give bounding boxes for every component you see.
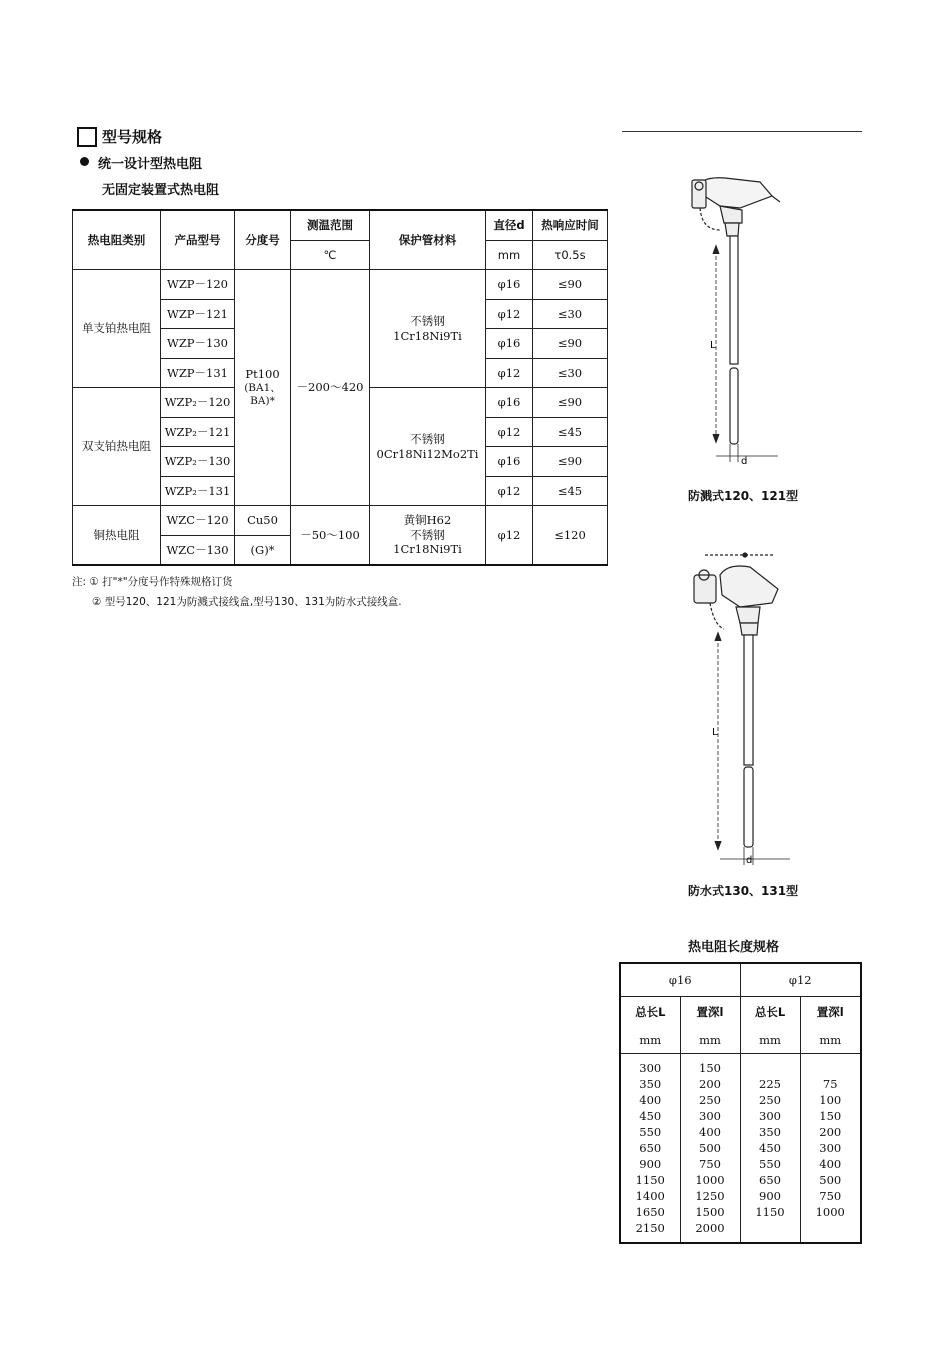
group-phi12: φ12 <box>740 963 861 997</box>
section-subtitle: 统一设计型热电阻 <box>98 157 203 172</box>
pt-graduation-cell <box>235 270 291 506</box>
length-cell: 350 <box>740 1124 800 1140</box>
header-graduation: 分度号 <box>235 210 291 270</box>
length-row <box>620 1108 861 1124</box>
col-depth-16: 置深l <box>680 997 740 1028</box>
length-cell: 1500 <box>680 1204 740 1220</box>
response-cell: ≤90 <box>533 388 608 418</box>
length-row <box>620 1220 861 1243</box>
double-material-cell <box>370 388 486 506</box>
col-total-16: 总长L <box>620 997 680 1028</box>
length-cell: 300 <box>680 1108 740 1124</box>
cu-material-line2: 不锈钢 <box>410 527 445 542</box>
label-d-water: d <box>746 855 753 866</box>
note-1: 注: ① 打"*"分度号作特殊规格订货 <box>72 576 233 588</box>
length-row <box>620 1076 861 1092</box>
length-cell: 250 <box>740 1092 800 1108</box>
model-cell: WZP－130 <box>161 329 235 359</box>
length-cell: 225 <box>740 1076 800 1092</box>
pt-graduation-line1: Pt100 <box>245 367 280 382</box>
diameter-cell: φ16 <box>486 270 533 300</box>
col-depth-12: 置深l <box>816 1005 844 1019</box>
group-phi16: φ16 <box>620 963 740 997</box>
label-d-splash: d <box>741 456 748 467</box>
splash-caption: 防溅式120、121型 <box>688 489 799 503</box>
length-cell: 400 <box>680 1124 740 1140</box>
header-diameter-unit: mm <box>486 241 533 270</box>
length-row <box>620 1054 861 1077</box>
length-cell: 400 <box>620 1092 680 1108</box>
length-table <box>619 962 862 1244</box>
header-response: 热响应时间 <box>533 210 608 241</box>
note-2: ② 型号120、121为防溅式接线盒,型号130、131为防水式接线盒. <box>92 596 402 608</box>
single-material-line2: 1Cr18Ni9Ti <box>393 328 462 343</box>
cu-graduation-line1: Cu50 <box>235 506 291 536</box>
length-cell: 75 <box>822 1077 838 1091</box>
length-cell: 900 <box>740 1188 800 1204</box>
length-table-title: 热电阻长度规格 <box>688 940 780 955</box>
length-row <box>620 1092 861 1108</box>
length-row <box>620 1156 861 1172</box>
length-cell: 750 <box>680 1156 740 1172</box>
pt-graduation-line2: (BA1、BA)* <box>244 381 281 407</box>
length-cell: 400 <box>819 1157 842 1171</box>
cu-material-line3: 1Cr18Ni9Ti <box>393 542 462 557</box>
length-cell: 250 <box>680 1092 740 1108</box>
header-material: 保护管材料 <box>370 210 486 270</box>
length-cell: 500 <box>680 1140 740 1156</box>
col-total-12: 总长L <box>740 997 800 1028</box>
model-cell: WZP－121 <box>161 299 235 329</box>
double-material-line2: 0Cr18Ni12Mo2Ti <box>376 446 479 461</box>
response-cell: ≤120 <box>533 506 608 566</box>
length-cell: 200 <box>680 1076 740 1092</box>
length-cell: 300 <box>740 1108 800 1124</box>
length-cell: 550 <box>740 1156 800 1172</box>
section-subsubtitle: 无固定装置式热电阻 <box>102 183 220 198</box>
length-cell: 1400 <box>620 1188 680 1204</box>
model-cell: WZP－131 <box>161 358 235 388</box>
length-cell: 1250 <box>680 1188 740 1204</box>
length-cell: 1000 <box>680 1172 740 1188</box>
length-cell: 450 <box>740 1140 800 1156</box>
model-cell: WZC－130 <box>161 535 235 565</box>
cu-material-cell <box>370 506 486 566</box>
length-cell: 900 <box>620 1156 680 1172</box>
diameter-cell: φ16 <box>486 388 533 418</box>
response-cell: ≤90 <box>533 329 608 359</box>
length-row <box>620 1204 861 1220</box>
response-cell: ≤90 <box>533 447 608 477</box>
label-L-splash: L <box>710 340 716 351</box>
pt-range-cell: －200～420 <box>291 270 370 506</box>
length-cell: 100 <box>819 1093 842 1107</box>
group-double-pt: 双支铂热电阻 <box>73 388 161 506</box>
diameter-cell: φ12 <box>486 299 533 329</box>
diameter-cell: φ16 <box>486 447 533 477</box>
group-copper: 铜热电阻 <box>73 506 161 566</box>
length-cell: 750 <box>819 1189 842 1203</box>
header-range-unit: ℃ <box>291 241 370 270</box>
length-cell: 150 <box>819 1109 842 1123</box>
label-L-water: L <box>712 727 718 738</box>
length-cell: 2000 <box>680 1220 740 1243</box>
response-cell: ≤45 <box>533 417 608 447</box>
cu-graduation-line2: (G)* <box>235 535 291 565</box>
response-cell: ≤30 <box>533 299 608 329</box>
unit-mm: mm <box>800 1027 861 1054</box>
notes <box>72 572 402 612</box>
length-cell: 650 <box>740 1172 800 1188</box>
single-material-line1: 不锈钢 <box>410 314 445 329</box>
header-response-unit: τ0.5s <box>533 241 608 270</box>
diameter-cell: φ16 <box>486 329 533 359</box>
length-cell: 450 <box>620 1108 680 1124</box>
waterproof-drawing <box>680 545 810 870</box>
header-rule <box>622 131 862 132</box>
length-row <box>620 1124 861 1140</box>
model-cell: WZP₂－130 <box>161 447 235 477</box>
length-cell: 300 <box>819 1141 842 1155</box>
length-cell <box>800 1220 861 1243</box>
length-cell <box>740 1220 800 1243</box>
diameter-cell: φ12 <box>486 506 533 566</box>
length-cell: 150 <box>680 1054 740 1077</box>
header-model: 产品型号 <box>161 210 235 270</box>
unit-mm: mm <box>680 1027 740 1054</box>
length-cell: 350 <box>620 1076 680 1092</box>
length-cell: 1150 <box>620 1172 680 1188</box>
length-row <box>620 1172 861 1188</box>
model-cell: WZP₂－131 <box>161 476 235 506</box>
length-cell: 1650 <box>620 1204 680 1220</box>
length-cell: 650 <box>620 1140 680 1156</box>
single-material-cell <box>370 270 486 388</box>
length-row <box>620 1188 861 1204</box>
length-cell: 550 <box>620 1124 680 1140</box>
header-range: 测温范围 <box>291 210 370 241</box>
length-cell: 300 <box>620 1054 680 1077</box>
model-cell: WZP－120 <box>161 270 235 300</box>
length-cell: 200 <box>819 1125 842 1139</box>
model-cell: WZP₂－120 <box>161 388 235 418</box>
cu-range-cell: －50～100 <box>291 506 370 566</box>
length-cell: 2150 <box>620 1220 680 1243</box>
group-single-pt: 单支铂热电阻 <box>73 270 161 388</box>
header-category: 热电阻类别 <box>73 210 161 270</box>
length-cell: 500 <box>819 1173 842 1187</box>
section-checkbox-frame <box>77 127 97 147</box>
spec-table <box>72 209 608 566</box>
header-diameter: 直径d <box>486 210 533 241</box>
diameter-cell: φ12 <box>486 417 533 447</box>
response-cell: ≤30 <box>533 358 608 388</box>
model-cell: WZP₂－121 <box>161 417 235 447</box>
cu-material-line1: 黄铜H62 <box>403 513 452 528</box>
length-cell <box>800 1054 861 1077</box>
length-row <box>620 1140 861 1156</box>
waterproof-caption: 防水式130、131型 <box>688 884 799 898</box>
length-cell <box>740 1054 800 1077</box>
unit-mm: mm <box>620 1027 680 1054</box>
response-cell: ≤90 <box>533 270 608 300</box>
length-cell: 1000 <box>815 1205 845 1219</box>
bullet-icon <box>80 157 89 166</box>
response-cell: ≤45 <box>533 476 608 506</box>
double-material-line1: 不锈钢 <box>410 432 445 447</box>
diameter-cell: φ12 <box>486 476 533 506</box>
section-title: 型号规格 <box>102 128 163 146</box>
unit-mm: mm <box>740 1027 800 1054</box>
splash-proof-drawing <box>680 168 810 468</box>
model-cell: WZC－120 <box>161 506 235 536</box>
diameter-cell: φ12 <box>486 358 533 388</box>
length-cell: 1150 <box>740 1204 800 1220</box>
